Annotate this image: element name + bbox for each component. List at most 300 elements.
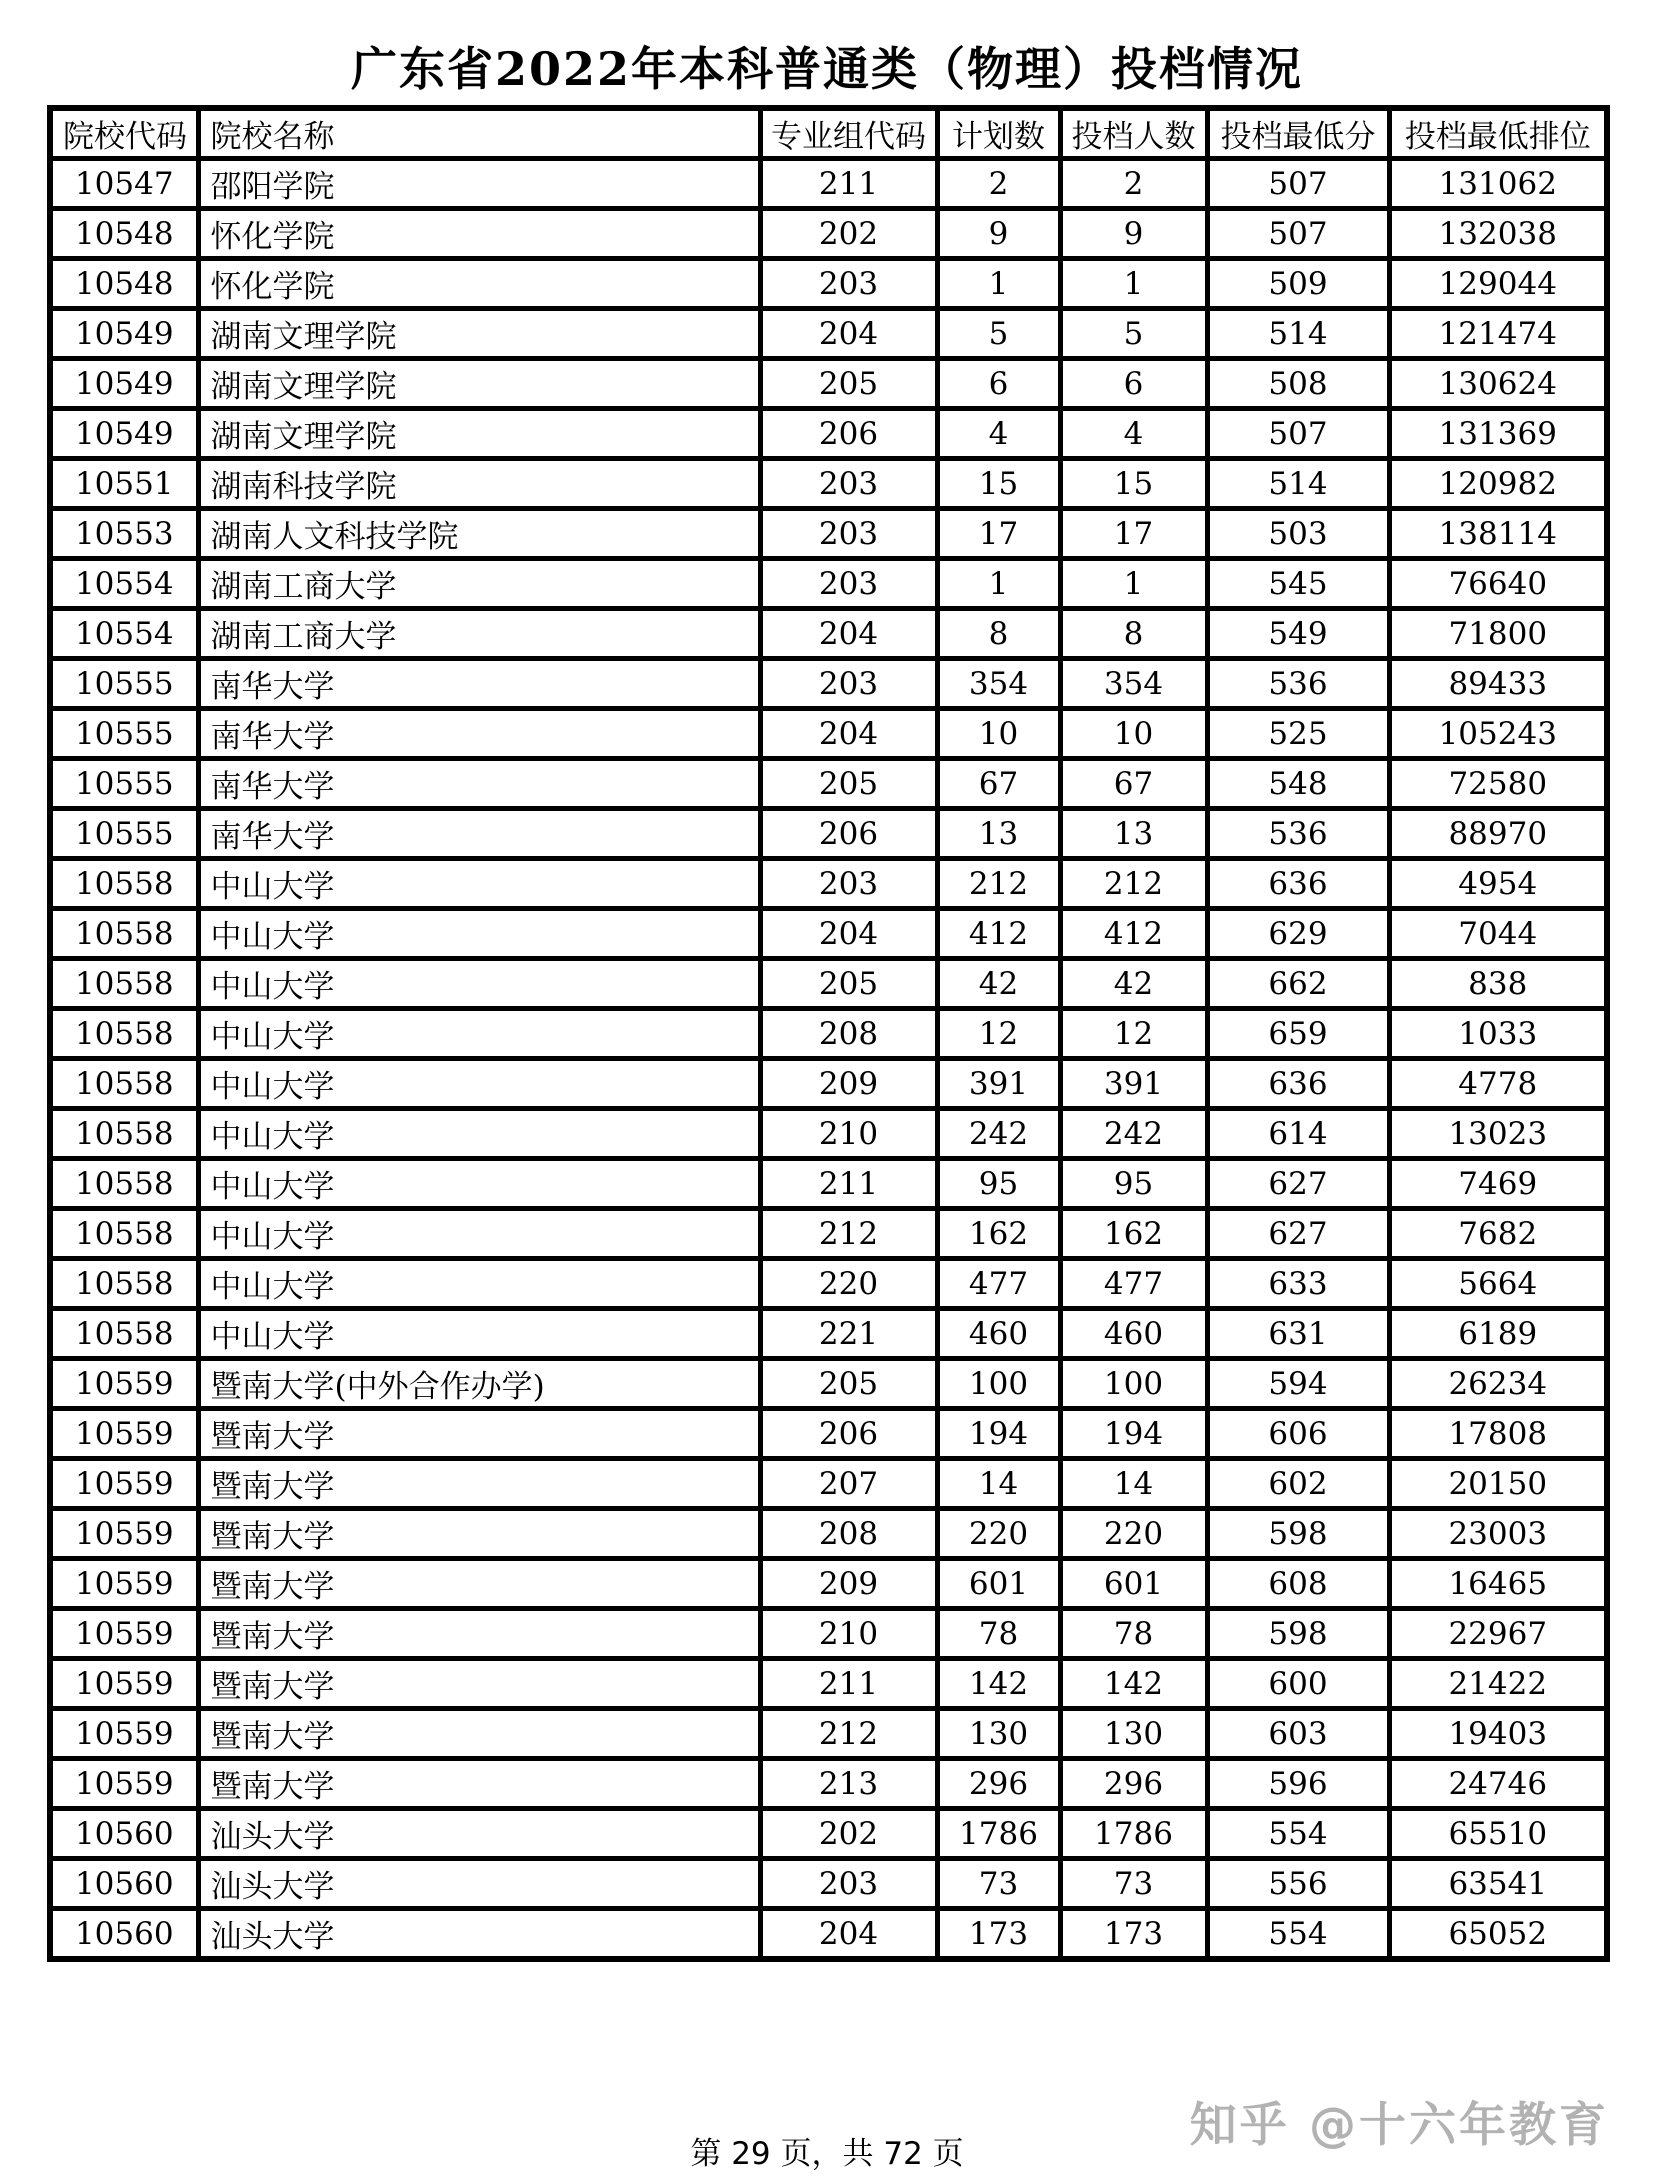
cell-min-score: 636 <box>1207 859 1389 909</box>
table-row <box>50 359 1607 409</box>
cell-institution-code: 10560 <box>50 1859 198 1909</box>
cell-institution-code: 10559 <box>50 1559 198 1609</box>
cell-min-score: 549 <box>1207 609 1389 659</box>
cell-institution-code: 10549 <box>50 409 198 459</box>
cell-plan-count: 73 <box>937 1859 1060 1909</box>
table-row <box>50 1709 1607 1759</box>
cell-min-rank: 21422 <box>1389 1659 1607 1709</box>
table-row <box>50 1409 1607 1459</box>
cell-filed-count: 477 <box>1060 1259 1207 1309</box>
table-row <box>50 909 1607 959</box>
table-row <box>50 1109 1607 1159</box>
cell-min-rank: 130624 <box>1389 359 1607 409</box>
cell-major-group-code: 203 <box>760 459 937 509</box>
cell-min-score: 627 <box>1207 1209 1389 1259</box>
cell-institution-code: 10554 <box>50 559 198 609</box>
cell-min-rank: 63541 <box>1389 1859 1607 1909</box>
cell-institution-name: 南华大学 <box>198 659 760 709</box>
cell-institution-code: 10553 <box>50 509 198 559</box>
cell-institution-code: 10558 <box>50 1259 198 1309</box>
cell-min-rank: 20150 <box>1389 1459 1607 1509</box>
cell-min-score: 503 <box>1207 509 1389 559</box>
cell-min-rank: 4954 <box>1389 859 1607 909</box>
cell-filed-count: 220 <box>1060 1509 1207 1559</box>
cell-institution-name: 中山大学 <box>198 1259 760 1309</box>
cell-min-rank: 5664 <box>1389 1259 1607 1309</box>
cell-min-rank: 72580 <box>1389 759 1607 809</box>
cell-institution-name: 怀化学院 <box>198 209 760 259</box>
table-row <box>50 1609 1607 1659</box>
cell-institution-code: 10558 <box>50 909 198 959</box>
cell-institution-name: 汕头大学 <box>198 1909 760 1960</box>
cell-min-rank: 23003 <box>1389 1509 1607 1559</box>
cell-institution-name: 中山大学 <box>198 1109 760 1159</box>
cell-plan-count: 95 <box>937 1159 1060 1209</box>
column-header-min-score: 投档最低分 <box>1207 108 1389 159</box>
cell-min-score: 536 <box>1207 659 1389 709</box>
cell-min-rank: 131062 <box>1389 159 1607 209</box>
cell-institution-code: 10554 <box>50 609 198 659</box>
column-header-major-group-code: 专业组代码 <box>760 108 937 159</box>
cell-institution-name: 暨南大学 <box>198 1709 760 1759</box>
cell-plan-count: 130 <box>937 1709 1060 1759</box>
cell-filed-count: 6 <box>1060 359 1207 409</box>
cell-institution-name: 湖南文理学院 <box>198 409 760 459</box>
cell-institution-code: 10559 <box>50 1759 198 1809</box>
cell-plan-count: 5 <box>937 309 1060 359</box>
cell-institution-name: 南华大学 <box>198 759 760 809</box>
cell-major-group-code: 212 <box>760 1709 937 1759</box>
cell-institution-name: 邵阳学院 <box>198 159 760 209</box>
cell-min-score: 556 <box>1207 1859 1389 1909</box>
cell-plan-count: 354 <box>937 659 1060 709</box>
cell-major-group-code: 210 <box>760 1109 937 1159</box>
cell-min-score: 598 <box>1207 1609 1389 1659</box>
cell-filed-count: 162 <box>1060 1209 1207 1259</box>
cell-filed-count: 17 <box>1060 509 1207 559</box>
cell-institution-code: 10551 <box>50 459 198 509</box>
cell-min-score: 603 <box>1207 1709 1389 1759</box>
page-number: 第 29 页，共 72 页 <box>690 2136 964 2172</box>
cell-min-score: 554 <box>1207 1909 1389 1960</box>
cell-major-group-code: 206 <box>760 809 937 859</box>
watermark: 知乎 @十六年教育 <box>1189 2098 1609 2153</box>
cell-min-rank: 6189 <box>1389 1309 1607 1359</box>
cell-major-group-code: 210 <box>760 1609 937 1659</box>
cell-institution-code: 10559 <box>50 1609 198 1659</box>
cell-plan-count: 601 <box>937 1559 1060 1609</box>
cell-min-rank: 121474 <box>1389 309 1607 359</box>
cell-major-group-code: 208 <box>760 1509 937 1559</box>
table-row <box>50 459 1607 509</box>
cell-plan-count: 1 <box>937 559 1060 609</box>
table-row <box>50 859 1607 909</box>
cell-filed-count: 12 <box>1060 1009 1207 1059</box>
cell-min-rank: 26234 <box>1389 1359 1607 1409</box>
cell-plan-count: 477 <box>937 1259 1060 1309</box>
table-row <box>50 1159 1607 1209</box>
cell-plan-count: 6 <box>937 359 1060 409</box>
cell-institution-name: 暨南大学(中外合作办学) <box>198 1359 760 1409</box>
cell-min-score: 507 <box>1207 209 1389 259</box>
cell-min-rank: 7469 <box>1389 1159 1607 1209</box>
cell-plan-count: 8 <box>937 609 1060 659</box>
cell-plan-count: 14 <box>937 1459 1060 1509</box>
cell-filed-count: 5 <box>1060 309 1207 359</box>
cell-min-score: 600 <box>1207 1659 1389 1709</box>
cell-institution-code: 10560 <box>50 1909 198 1960</box>
cell-filed-count: 412 <box>1060 909 1207 959</box>
cell-institution-name: 暨南大学 <box>198 1509 760 1559</box>
cell-min-rank: 19403 <box>1389 1709 1607 1759</box>
cell-filed-count: 1 <box>1060 559 1207 609</box>
cell-min-score: 608 <box>1207 1559 1389 1609</box>
cell-filed-count: 9 <box>1060 209 1207 259</box>
cell-filed-count: 391 <box>1060 1059 1207 1109</box>
cell-institution-name: 中山大学 <box>198 1309 760 1359</box>
cell-institution-code: 10559 <box>50 1409 198 1459</box>
cell-institution-name: 暨南大学 <box>198 1759 760 1809</box>
cell-major-group-code: 203 <box>760 559 937 609</box>
table-row <box>50 1259 1607 1309</box>
cell-plan-count: 296 <box>937 1759 1060 1809</box>
cell-filed-count: 2 <box>1060 159 1207 209</box>
cell-institution-name: 湖南文理学院 <box>198 359 760 409</box>
cell-major-group-code: 204 <box>760 909 937 959</box>
cell-institution-name: 中山大学 <box>198 859 760 909</box>
cell-min-score: 614 <box>1207 1109 1389 1159</box>
cell-filed-count: 1 <box>1060 259 1207 309</box>
cell-filed-count: 142 <box>1060 1659 1207 1709</box>
table-row <box>50 309 1607 359</box>
cell-institution-code: 10548 <box>50 209 198 259</box>
table-row <box>50 1559 1607 1609</box>
cell-institution-name: 湖南科技学院 <box>198 459 760 509</box>
cell-institution-name: 怀化学院 <box>198 259 760 309</box>
cell-institution-name: 中山大学 <box>198 1009 760 1059</box>
cell-plan-count: 460 <box>937 1309 1060 1359</box>
cell-institution-code: 10549 <box>50 309 198 359</box>
cell-major-group-code: 206 <box>760 1409 937 1459</box>
cell-filed-count: 95 <box>1060 1159 1207 1209</box>
cell-filed-count: 1786 <box>1060 1809 1207 1859</box>
column-header-plan-count: 计划数 <box>937 108 1060 159</box>
cell-min-score: 514 <box>1207 309 1389 359</box>
cell-filed-count: 354 <box>1060 659 1207 709</box>
cell-major-group-code: 211 <box>760 1659 937 1709</box>
cell-plan-count: 9 <box>937 209 1060 259</box>
cell-min-score: 631 <box>1207 1309 1389 1359</box>
cell-min-rank: 16465 <box>1389 1559 1607 1609</box>
cell-institution-code: 10548 <box>50 259 198 309</box>
cell-min-score: 548 <box>1207 759 1389 809</box>
cell-institution-code: 10549 <box>50 359 198 409</box>
cell-institution-code: 10558 <box>50 1109 198 1159</box>
cell-min-rank: 71800 <box>1389 609 1607 659</box>
cell-institution-name: 南华大学 <box>198 809 760 859</box>
cell-institution-code: 10558 <box>50 959 198 1009</box>
cell-plan-count: 15 <box>937 459 1060 509</box>
cell-institution-name: 湖南文理学院 <box>198 309 760 359</box>
cell-institution-code: 10559 <box>50 1509 198 1559</box>
cell-institution-name: 暨南大学 <box>198 1659 760 1709</box>
table-row <box>50 1309 1607 1359</box>
table-row <box>50 509 1607 559</box>
table-row <box>50 1509 1607 1559</box>
cell-major-group-code: 203 <box>760 509 937 559</box>
cell-min-score: 514 <box>1207 459 1389 509</box>
cell-major-group-code: 202 <box>760 1809 937 1859</box>
table-row <box>50 1659 1607 1709</box>
cell-major-group-code: 205 <box>760 759 937 809</box>
cell-major-group-code: 212 <box>760 1209 937 1259</box>
cell-major-group-code: 204 <box>760 709 937 759</box>
cell-institution-code: 10555 <box>50 809 198 859</box>
cell-min-rank: 65052 <box>1389 1909 1607 1960</box>
cell-institution-code: 10555 <box>50 759 198 809</box>
cell-min-rank: 65510 <box>1389 1809 1607 1859</box>
cell-major-group-code: 209 <box>760 1059 937 1109</box>
cell-plan-count: 42 <box>937 959 1060 1009</box>
cell-institution-code: 10559 <box>50 1459 198 1509</box>
cell-institution-name: 暨南大学 <box>198 1609 760 1659</box>
cell-institution-name: 中山大学 <box>198 1209 760 1259</box>
cell-min-score: 598 <box>1207 1509 1389 1559</box>
cell-min-rank: 129044 <box>1389 259 1607 309</box>
cell-min-rank: 131369 <box>1389 409 1607 459</box>
table-row <box>50 1859 1607 1909</box>
cell-min-rank: 89433 <box>1389 659 1607 709</box>
cell-filed-count: 130 <box>1060 1709 1207 1759</box>
cell-min-rank: 838 <box>1389 959 1607 1009</box>
cell-institution-name: 中山大学 <box>198 1059 760 1109</box>
cell-major-group-code: 203 <box>760 1859 937 1909</box>
cell-plan-count: 2 <box>937 159 1060 209</box>
cell-major-group-code: 205 <box>760 1359 937 1409</box>
cell-institution-code: 10559 <box>50 1359 198 1409</box>
cell-plan-count: 412 <box>937 909 1060 959</box>
table-row <box>50 1459 1607 1509</box>
cell-major-group-code: 203 <box>760 859 937 909</box>
cell-filed-count: 10 <box>1060 709 1207 759</box>
column-header-filed-count: 投档人数 <box>1060 108 1207 159</box>
cell-filed-count: 296 <box>1060 1759 1207 1809</box>
cell-min-rank: 7682 <box>1389 1209 1607 1259</box>
cell-institution-code: 10560 <box>50 1809 198 1859</box>
table-row <box>50 1809 1607 1859</box>
cell-min-rank: 7044 <box>1389 909 1607 959</box>
cell-institution-code: 10558 <box>50 1309 198 1359</box>
cell-major-group-code: 204 <box>760 309 937 359</box>
cell-plan-count: 13 <box>937 809 1060 859</box>
page-title: 广东省2022年本科普通类（物理）投档情况 <box>350 42 1304 96</box>
cell-major-group-code: 213 <box>760 1759 937 1809</box>
cell-major-group-code: 211 <box>760 1159 937 1209</box>
cell-institution-name: 暨南大学 <box>198 1459 760 1509</box>
cell-min-score: 508 <box>1207 359 1389 409</box>
cell-plan-count: 242 <box>937 1109 1060 1159</box>
cell-filed-count: 73 <box>1060 1859 1207 1909</box>
cell-major-group-code: 207 <box>760 1459 937 1509</box>
cell-plan-count: 100 <box>937 1359 1060 1409</box>
cell-institution-name: 汕头大学 <box>198 1809 760 1859</box>
table-row <box>50 659 1607 709</box>
cell-min-score: 507 <box>1207 159 1389 209</box>
cell-min-rank: 24746 <box>1389 1759 1607 1809</box>
cell-min-score: 633 <box>1207 1259 1389 1309</box>
cell-institution-code: 10558 <box>50 1159 198 1209</box>
cell-filed-count: 173 <box>1060 1909 1207 1960</box>
cell-plan-count: 212 <box>937 859 1060 909</box>
cell-filed-count: 14 <box>1060 1459 1207 1509</box>
cell-major-group-code: 204 <box>760 609 937 659</box>
cell-min-score: 509 <box>1207 259 1389 309</box>
table-row <box>50 609 1607 659</box>
cell-min-score: 596 <box>1207 1759 1389 1809</box>
cell-filed-count: 13 <box>1060 809 1207 859</box>
table-row <box>50 1759 1607 1809</box>
table-row <box>50 809 1607 859</box>
column-header-institution-code: 院校代码 <box>50 108 198 159</box>
cell-institution-name: 汕头大学 <box>198 1859 760 1909</box>
table-header-row <box>50 108 1607 159</box>
table-row <box>50 1059 1607 1109</box>
cell-institution-name: 中山大学 <box>198 909 760 959</box>
cell-min-score: 629 <box>1207 909 1389 959</box>
table-row <box>50 159 1607 209</box>
cell-plan-count: 4 <box>937 409 1060 459</box>
cell-institution-name: 中山大学 <box>198 959 760 1009</box>
cell-institution-name: 暨南大学 <box>198 1559 760 1609</box>
column-header-institution-name: 院校名称 <box>198 108 760 159</box>
cell-min-rank: 120982 <box>1389 459 1607 509</box>
cell-institution-code: 10559 <box>50 1659 198 1709</box>
cell-min-rank: 105243 <box>1389 709 1607 759</box>
cell-filed-count: 15 <box>1060 459 1207 509</box>
cell-institution-code: 10559 <box>50 1709 198 1759</box>
cell-plan-count: 220 <box>937 1509 1060 1559</box>
cell-major-group-code: 220 <box>760 1259 937 1309</box>
cell-major-group-code: 205 <box>760 359 937 409</box>
cell-institution-name: 湖南工商大学 <box>198 609 760 659</box>
cell-filed-count: 4 <box>1060 409 1207 459</box>
cell-min-score: 662 <box>1207 959 1389 1009</box>
cell-filed-count: 460 <box>1060 1309 1207 1359</box>
cell-plan-count: 67 <box>937 759 1060 809</box>
cell-major-group-code: 209 <box>760 1559 937 1609</box>
cell-plan-count: 162 <box>937 1209 1060 1259</box>
cell-institution-name: 中山大学 <box>198 1159 760 1209</box>
cell-min-score: 606 <box>1207 1409 1389 1459</box>
cell-filed-count: 100 <box>1060 1359 1207 1409</box>
cell-plan-count: 10 <box>937 709 1060 759</box>
cell-min-rank: 132038 <box>1389 209 1607 259</box>
cell-min-rank: 76640 <box>1389 559 1607 609</box>
table-row <box>50 1209 1607 1259</box>
cell-plan-count: 173 <box>937 1909 1060 1960</box>
cell-major-group-code: 205 <box>760 959 937 1009</box>
table-row <box>50 409 1607 459</box>
cell-institution-code: 10558 <box>50 1059 198 1109</box>
cell-institution-code: 10558 <box>50 1209 198 1259</box>
cell-filed-count: 194 <box>1060 1409 1207 1459</box>
cell-major-group-code: 203 <box>760 659 937 709</box>
table-row <box>50 959 1607 1009</box>
table-row <box>50 1009 1607 1059</box>
cell-major-group-code: 206 <box>760 409 937 459</box>
cell-institution-name: 暨南大学 <box>198 1409 760 1459</box>
cell-plan-count: 391 <box>937 1059 1060 1109</box>
cell-min-score: 602 <box>1207 1459 1389 1509</box>
cell-plan-count: 194 <box>937 1409 1060 1459</box>
cell-plan-count: 1786 <box>937 1809 1060 1859</box>
cell-min-rank: 1033 <box>1389 1009 1607 1059</box>
cell-institution-name: 湖南人文科技学院 <box>198 509 760 559</box>
table-row <box>50 559 1607 609</box>
table-row <box>50 759 1607 809</box>
cell-major-group-code: 203 <box>760 259 937 309</box>
cell-min-rank: 88970 <box>1389 809 1607 859</box>
cell-min-score: 554 <box>1207 1809 1389 1859</box>
cell-filed-count: 242 <box>1060 1109 1207 1159</box>
cell-plan-count: 78 <box>937 1609 1060 1659</box>
cell-min-rank: 138114 <box>1389 509 1607 559</box>
cell-min-score: 659 <box>1207 1009 1389 1059</box>
cell-filed-count: 601 <box>1060 1559 1207 1609</box>
admission-table <box>47 105 1610 1962</box>
cell-min-rank: 4778 <box>1389 1059 1607 1109</box>
cell-major-group-code: 202 <box>760 209 937 259</box>
table-row <box>50 209 1607 259</box>
cell-institution-name: 湖南工商大学 <box>198 559 760 609</box>
cell-institution-name: 南华大学 <box>198 709 760 759</box>
table-row <box>50 1359 1607 1409</box>
cell-major-group-code: 221 <box>760 1309 937 1359</box>
cell-min-rank: 17808 <box>1389 1409 1607 1459</box>
cell-filed-count: 78 <box>1060 1609 1207 1659</box>
cell-filed-count: 8 <box>1060 609 1207 659</box>
cell-min-score: 525 <box>1207 709 1389 759</box>
cell-plan-count: 142 <box>937 1659 1060 1709</box>
cell-plan-count: 17 <box>937 509 1060 559</box>
cell-min-score: 545 <box>1207 559 1389 609</box>
cell-major-group-code: 211 <box>760 159 937 209</box>
table-row <box>50 709 1607 759</box>
cell-plan-count: 12 <box>937 1009 1060 1059</box>
cell-institution-code: 10547 <box>50 159 198 209</box>
cell-institution-code: 10555 <box>50 659 198 709</box>
cell-major-group-code: 208 <box>760 1009 937 1059</box>
cell-institution-code: 10558 <box>50 1009 198 1059</box>
cell-min-score: 636 <box>1207 1059 1389 1109</box>
cell-filed-count: 67 <box>1060 759 1207 809</box>
cell-min-rank: 13023 <box>1389 1109 1607 1159</box>
cell-min-score: 627 <box>1207 1159 1389 1209</box>
cell-institution-code: 10555 <box>50 709 198 759</box>
table-row <box>50 259 1607 309</box>
cell-institution-code: 10558 <box>50 859 198 909</box>
cell-major-group-code: 204 <box>760 1909 937 1960</box>
column-header-min-rank: 投档最低排位 <box>1389 108 1607 159</box>
cell-filed-count: 42 <box>1060 959 1207 1009</box>
cell-min-rank: 22967 <box>1389 1609 1607 1659</box>
cell-filed-count: 212 <box>1060 859 1207 909</box>
cell-min-score: 507 <box>1207 409 1389 459</box>
cell-min-score: 594 <box>1207 1359 1389 1409</box>
cell-min-score: 536 <box>1207 809 1389 859</box>
table-row <box>50 1909 1607 1960</box>
cell-plan-count: 1 <box>937 259 1060 309</box>
